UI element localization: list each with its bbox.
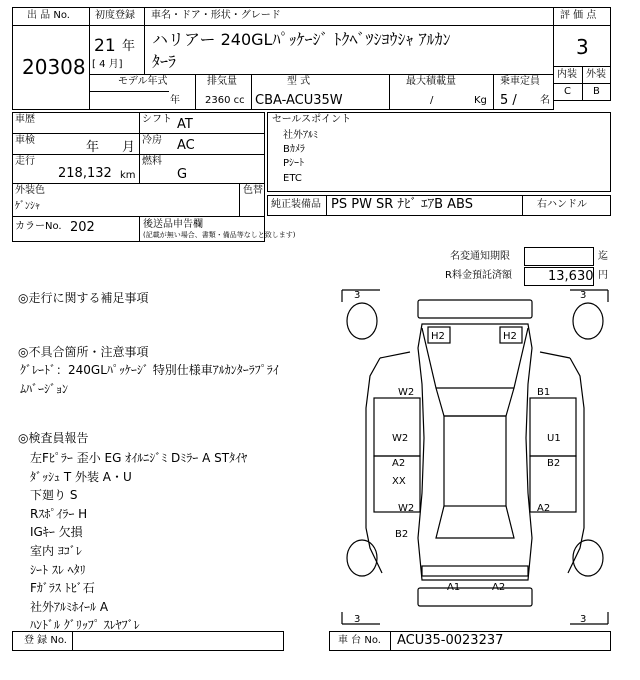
- inspector-line: 社外ｱﾙﾐﾎｲｰﾙ A: [30, 599, 109, 614]
- front-right-door: [530, 398, 576, 456]
- model-year-label: モデル年式: [118, 76, 168, 87]
- model-year-unit: 年: [170, 95, 180, 106]
- damage-mark: A2: [492, 582, 506, 593]
- color-number-value: 202: [70, 220, 95, 235]
- inspector-line: Rｽﾎﾟｲﾗｰ H: [30, 506, 88, 521]
- inspector-report-title: ◎検査員報告: [18, 431, 89, 445]
- damage-mark: U1: [547, 433, 561, 444]
- model-type-value: CBA-ACU35W: [255, 93, 343, 108]
- damage-mark: B1: [537, 387, 551, 398]
- damage-mark: W2: [398, 503, 415, 514]
- later-items-label: 後送品申告欄: [143, 219, 203, 230]
- defect-remarks-title: ◎不具合箇所・注意事項: [18, 345, 149, 359]
- damage-mark: B2: [547, 458, 561, 469]
- inspector-report-lines: [30, 449, 247, 635]
- defect-line: ﾑﾊﾞｰｼﾞｮﾝ: [20, 382, 69, 396]
- windshield: [436, 388, 514, 416]
- damage-mark: H2: [431, 331, 445, 342]
- registration-year-unit: 年: [122, 39, 136, 54]
- shift-label: シフト: [142, 114, 172, 125]
- inspection-month: 月: [122, 140, 136, 155]
- sales-point-item: Bｶﾒﾗ: [283, 144, 305, 155]
- inspector-line: 室内 ﾖｺﾞﾚ: [30, 543, 82, 558]
- mileage-unit: km: [120, 170, 136, 181]
- ac-value: AC: [177, 138, 195, 153]
- equipment-label: 純正装備品: [271, 199, 321, 210]
- damage-mark: B2: [395, 529, 409, 540]
- color-value: ｹﾞﾝｼｬ: [15, 201, 40, 212]
- steering-side: 右ハンドル: [537, 199, 587, 210]
- tire-icon: [573, 540, 603, 576]
- inspector-line: ﾊﾝﾄﾞﾙ ｸﾞﾘｯﾌﾟ ｽﾚﾔﾌﾞﾚ: [30, 618, 140, 633]
- damage-mark: W2: [398, 387, 415, 398]
- recycle-fee-unit: 円: [598, 270, 608, 281]
- rear-glass: [436, 506, 514, 538]
- equipment-value: PS PW SR ﾅﾋﾞ ｴｱB ABS: [331, 197, 473, 212]
- inspector-line: 下廻り S: [30, 488, 78, 503]
- inspection-label: 車検: [15, 135, 35, 146]
- model-type-label: 型 式: [287, 76, 311, 87]
- roof-panel: [444, 416, 506, 506]
- max-load-label: 最大積載量: [406, 76, 456, 87]
- rear-bumper: [418, 588, 532, 606]
- inspector-line: ｼｰﾄ ｽﾚ ﾍﾀﾘ: [30, 562, 86, 577]
- interior-label: 内装: [557, 69, 577, 80]
- defect-line: ｸﾞﾚｰﾄﾞ：240GLﾊﾟｯｹｰｼﾞ 特別仕様車ｱﾙｶﾝﾀｰﾗﾌﾟﾗｲ: [20, 363, 279, 377]
- color-label: 外装色: [15, 185, 45, 196]
- damage-mark: A2: [537, 503, 551, 514]
- recycle-fee-label: R料金預託済額: [445, 270, 512, 281]
- capacity-value: 5 /: [500, 93, 517, 108]
- drive-remarks-title: ◎走行に関する補足事項: [18, 291, 149, 305]
- exterior-grade: B: [593, 86, 600, 97]
- tire-icon: [347, 540, 377, 576]
- inspection-year: 年: [86, 140, 100, 155]
- sales-point-item: Pｼｰﾄ: [283, 158, 305, 169]
- car-damage-diagram: [340, 288, 610, 628]
- interior-grade: C: [564, 86, 571, 97]
- max-load-unit: Kg: [474, 95, 487, 106]
- inspector-line: IGｷｰ 欠損: [30, 525, 83, 540]
- sales-point-item: ETC: [283, 173, 302, 184]
- front-left-door: [374, 398, 420, 456]
- tire-icon: [573, 303, 603, 339]
- later-items-note: (記載が無い場合、書類・備品等なしと致します): [143, 231, 296, 239]
- name-change-deadline-label: 名変通知期限: [450, 251, 510, 262]
- mileage-value: 218,132: [58, 166, 112, 181]
- corner-label: 3: [354, 614, 361, 625]
- tire-icon: [347, 303, 377, 339]
- damage-mark: A2: [392, 458, 406, 469]
- chassis-number-label: 車 台 No.: [338, 635, 381, 646]
- score-label: 評 価 点: [560, 10, 597, 21]
- car-name-label: 車名・ドア・形状・グレード: [151, 10, 281, 21]
- capacity-label: 乗車定員: [500, 76, 540, 87]
- sales-point-label: セールスポイント: [272, 114, 352, 125]
- fuel-value: G: [177, 167, 188, 182]
- history-label: 車歴: [15, 114, 35, 125]
- registration-month: [ 4 月]: [92, 59, 123, 70]
- color-change-label: 色替: [243, 185, 263, 196]
- registration-year: 21: [94, 36, 116, 56]
- sales-point-item: 社外ｱﾙﾐ: [283, 130, 318, 141]
- name-change-deadline-unit: 迄: [598, 251, 608, 262]
- first-registration-label: 初度登録: [95, 10, 135, 21]
- damage-mark: W2: [392, 433, 409, 444]
- lot-number-label: 出 品 No.: [27, 10, 70, 21]
- mileage-label: 走行: [15, 156, 35, 167]
- recycle-fee-value: 13,630: [548, 269, 594, 284]
- inspector-line: ﾀﾞｯｼｭ T 外装 A・U: [30, 469, 132, 484]
- car-body-outline: [418, 324, 532, 580]
- rear-panel: [422, 566, 528, 576]
- damage-mark: A1: [447, 582, 461, 593]
- displacement-label: 排気量: [207, 76, 237, 87]
- chassis-number-value: ACU35-0023237: [397, 633, 504, 648]
- car-name-line1: ハリアー 240GLﾊﾟｯｹｰｼﾞ ﾄｸﾍﾞﾂｼﾖｳｼｬ ｱﾙｶﾝ: [152, 30, 451, 49]
- car-name-line2: ﾀｰﾗ: [152, 52, 177, 71]
- corner-label: 3: [580, 614, 587, 625]
- front-bumper: [418, 300, 532, 318]
- corner-label: 3: [580, 290, 587, 301]
- exterior-label: 外装: [586, 69, 606, 80]
- name-change-deadline-box: [524, 247, 594, 266]
- damage-mark: H2: [503, 331, 517, 342]
- ac-label: 冷房: [142, 135, 162, 146]
- color-number-label: カラーNo.: [15, 221, 62, 232]
- damage-mark: XX: [392, 476, 406, 487]
- fuel-label: 燃料: [142, 156, 162, 167]
- corner-label: 3: [354, 290, 361, 301]
- shift-value: AT: [177, 117, 193, 132]
- max-load-value: /: [430, 95, 434, 106]
- lot-number-value: 20308: [22, 55, 86, 79]
- registration-number-label: 登 録 No.: [24, 635, 67, 646]
- score-value: 3: [576, 35, 589, 59]
- inspector-line: Fｶﾞﾗｽ ﾄﾋﾞ石: [30, 581, 95, 596]
- displacement-value: 2360 cc: [205, 95, 245, 106]
- capacity-unit: 名: [540, 95, 550, 106]
- inspector-line: 左Fﾋﾟﾗｰ 歪小 EG ｵｲﾙﾆｼﾞﾐ Dﾐﾗｰ A STﾀｲﾔ: [30, 451, 248, 465]
